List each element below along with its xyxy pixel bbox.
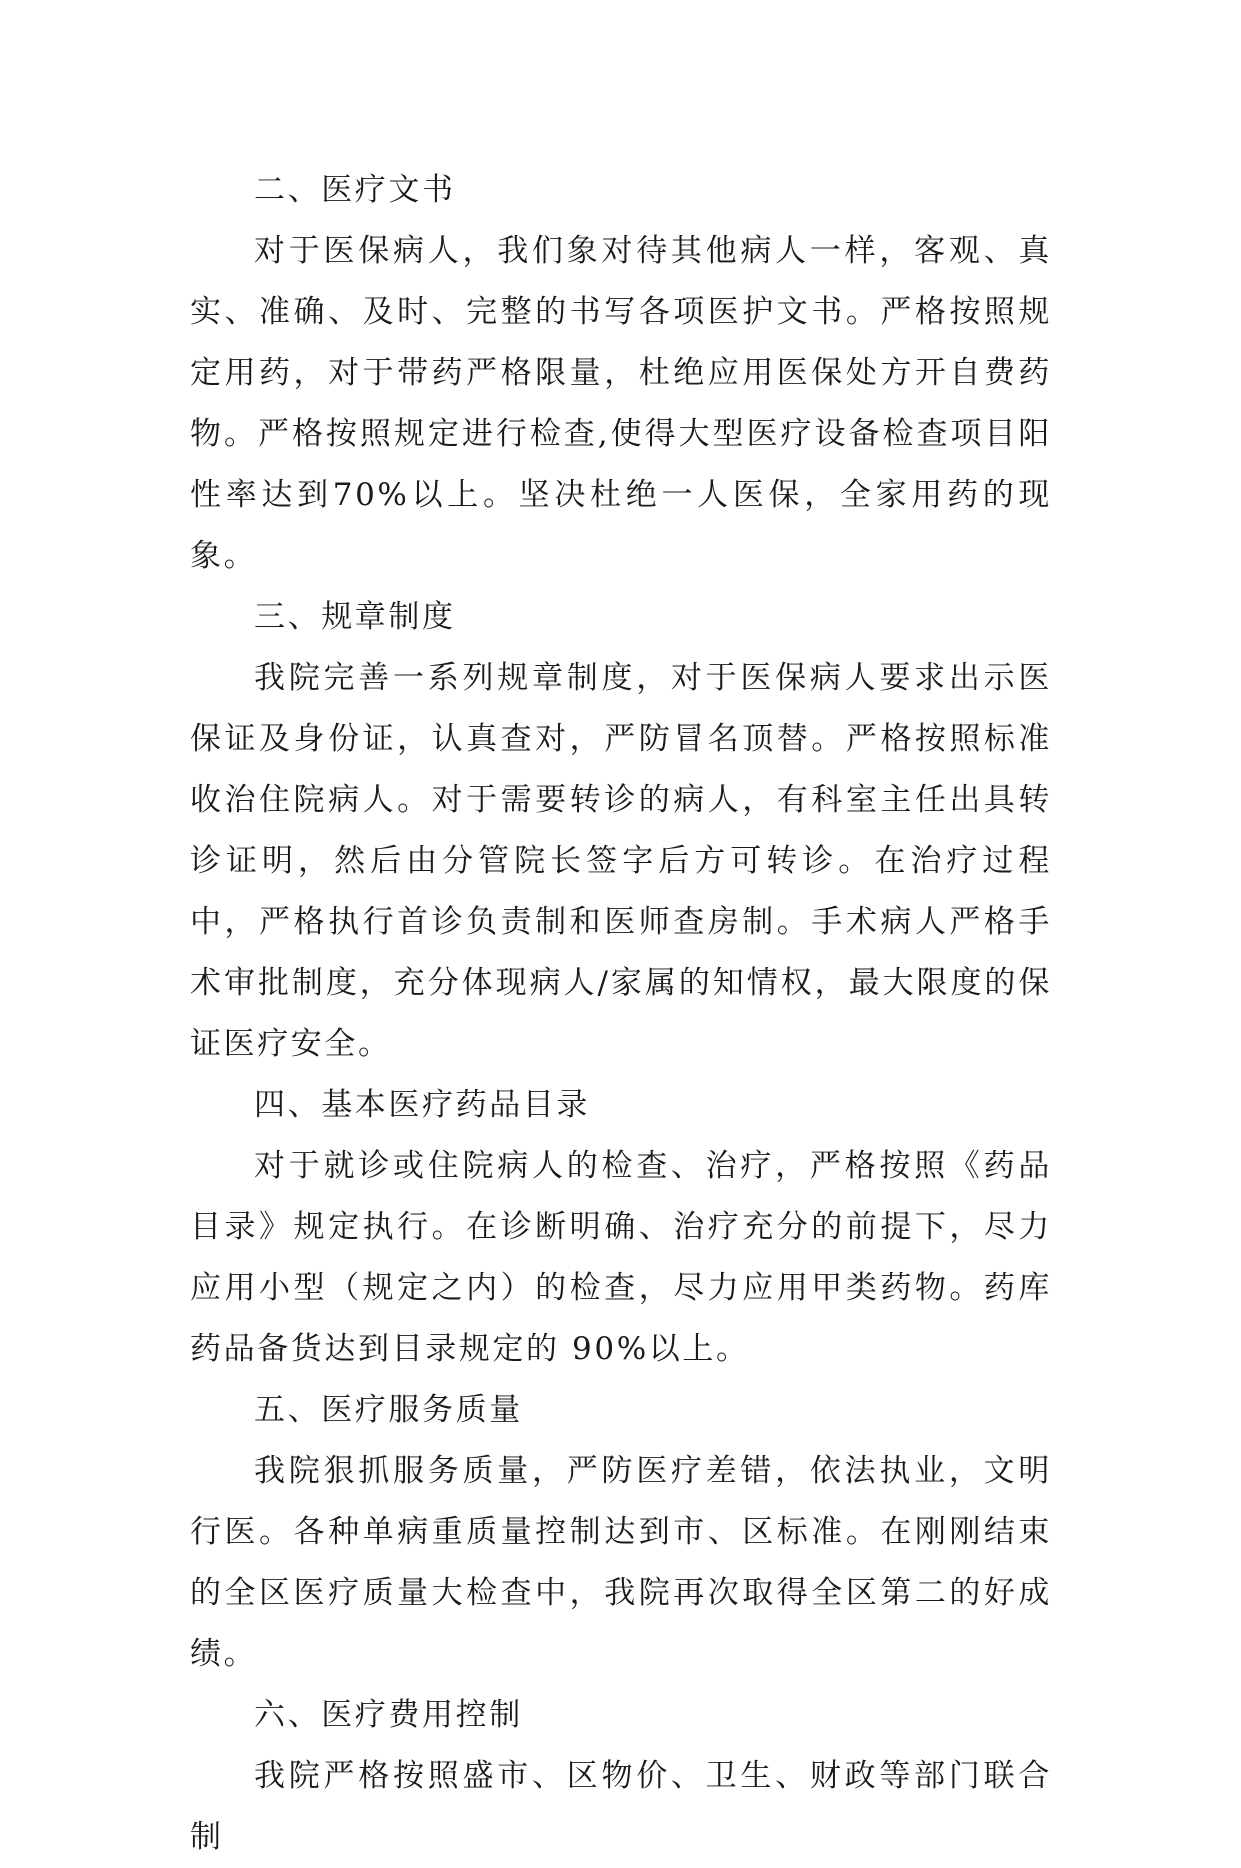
section-paragraph-drug-catalog: 对于就诊或住院病人的检查、治疗，严格按照《药品目录》规定执行。在诊断明确、治疗充分的前提下，尽力应用小型（规定之内）的检查，尽力应用甲类药物。药库药品备货达到目录规定的 90%以上。 (190, 1148, 1052, 1367)
section-paragraph-medical-documents: 对于医保病人，我们象对待其他病人一样，客观、真实、准确、及时、完整的书写各项医护文书。严格按照规定用药，对于带药严格限量，杜绝应用医保处方开自费药物。严格按照规定进行检查,使得大型医疗设备检查项目阳性率达到70%以上。坚决杜绝一人医保，全家用药的现象。 (190, 233, 1052, 574)
section-heading-drug-catalog: 四、基本医疗药品目录 (254, 1087, 590, 1123)
section-paragraph-cost-control: 我院严格按照盛市、区物价、卫生、财政等部门联合制 (190, 1758, 1052, 1855)
document-body (190, 160, 1052, 1868)
section-paragraph-service-quality: 我院狠抓服务质量，严防医疗差错，依法执业，文明行医。各种单病重质量控制达到市、区标准。在刚刚结束的全区医疗质量大检查中，我院再次取得全区第二的好成绩。 (190, 1453, 1052, 1672)
section-paragraph-rules: 我院完善一系列规章制度，对于医保病人要求出示医保证及身份证，认真查对，严防冒名顶替。严格按照标准收治住院病人。对于需要转诊的病人，有科室主任出具转诊证明，然后由分管院长签字后方可转诊。在治疗过程中，严格执行首诊负责制和医师查房制。手术病人严格手术审批制度，充分体现病人/家属的知情权，最大限度的保证医疗安全。 (190, 660, 1052, 1062)
section-heading-cost-control: 六、医疗费用控制 (254, 1697, 523, 1733)
section-heading-service-quality: 五、医疗服务质量 (254, 1392, 523, 1428)
section-heading-medical-documents: 二、医疗文书 (254, 172, 456, 208)
section-heading-rules: 三、规章制度 (254, 599, 456, 635)
